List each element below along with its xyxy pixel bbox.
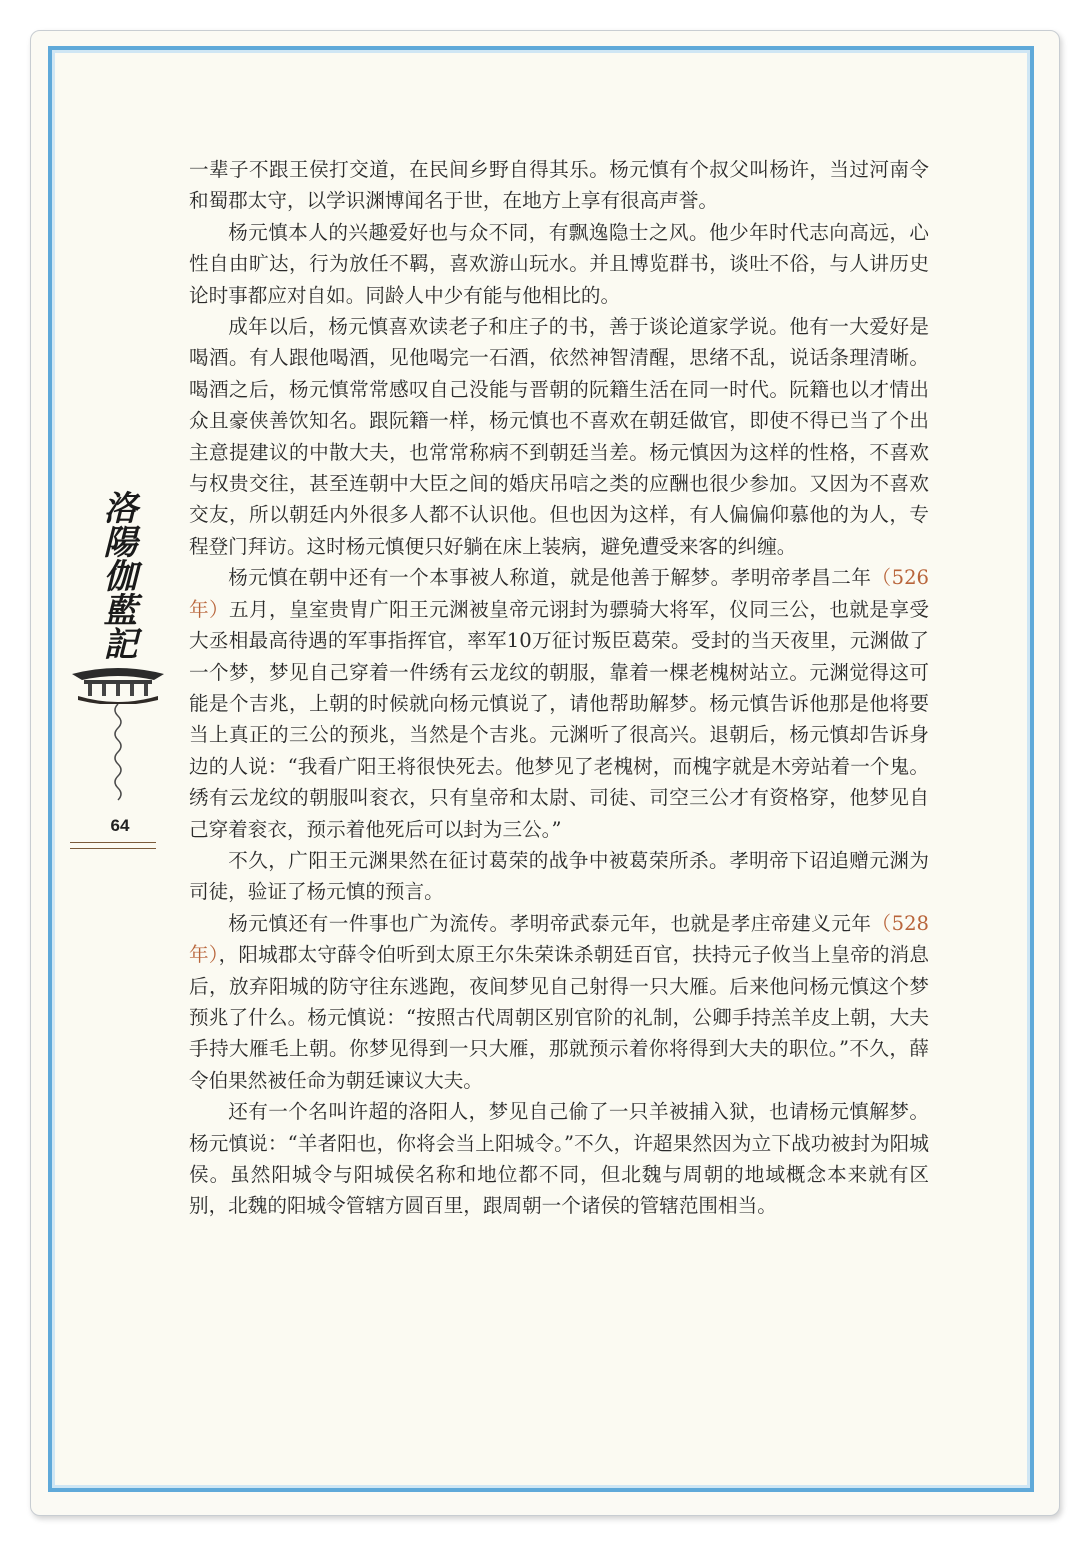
paragraph: 成年以后，杨元慎喜欢读老子和庄子的书，善于谈论道家学说。他有一大爱好是喝酒。有人跟他喝酒，见他喝完一石酒，依然神智清醒，思绪不乱，说话条理清晰。喝酒之后，杨元慎常常感叹自己没能与晋朝的阮籍生活在同一时代。阮籍也以才情出众且豪侠善饮知名。跟阮籍一样，杨元慎也不喜欢在朝廷做官，即使不得已当了个出主意提建议的中散大夫，也常常称病不到朝廷当差。杨元慎因为这样的性格，不喜欢与权贵交往，甚至连朝中大臣之间的婚庆吊唁之类的应酬也很少参加。又因为不喜欢交友，所以朝廷内外很多人都不认识他。但也因为这样，有人偏偏仰慕他的为人，专程登门拜访。这时杨元慎便只好躺在床上装病，避免遭受来客的纠缠。 (189, 315, 929, 558)
page-sidebar (70, 490, 158, 860)
paragraph: 杨元慎本人的兴趣爱好也与众不同，有飘逸隐士之风。他少年时代志向高远，心性自由旷达，行为放任不羁，喜欢游山玩水。并且博览群书，谈吐不俗，与人讲历史论时事都应对自如。同龄人中少有能与他相比的。 (189, 220, 929, 307)
year-note: （528年） (189, 911, 930, 967)
pavilion-roof-icon (70, 660, 166, 704)
page-number-rule (70, 842, 156, 849)
paragraph-text: 五月，皇室贵胄广阳王元渊被皇帝元诩封为骠骑大将军，仪同三公，也就是享受大丞相最高待遇的军事指挥官，率军10万征讨叛臣葛荣。受封的当天夜里，元渊做了一个梦，梦见自己穿着一件绣有云龙纹的朝服，靠着一棵老槐树站立。元渊觉得这可能是个吉兆，上朝的时候就向杨元慎说了，请他帮助解梦。杨元慎告诉他那是他将要当上真正的三公的预兆，当然是个吉兆。元渊听了很高兴。退朝后，杨元慎却告诉身边的人说：“我看广阳王将很快死去。他梦见了老槐树，而槐字就是木旁站着一个鬼。绣有云龙纹的朝服叫衮衣，只有皇帝和太尉、司徒、司空三公才有资格穿，他梦见自己穿着衮衣，预示着他死后可以封为三公。” (189, 597, 930, 841)
decorative-wave-line (100, 704, 136, 810)
paragraph-text: ，阳城郡太守薛令伯听到太原王尔朱荣诛杀朝廷百官，扶持元子攸当上皇帝的消息后，放弃阳城的防守往东逃跑，夜间梦见自己射得一只大雁。后来他问杨元慎这个梦预兆了什么。杨元慎说：“按照古代周朝区别官阶的礼制，公卿手持羔羊皮上朝，大夫手持大雁毛上朝。你梦见得到一只大雁，那就预示着你将得到大夫的职位。”不久，薛令伯果然被任命为朝廷谏议大夫。 (189, 943, 929, 1092)
book-title-vertical: 洛陽伽藍記 (97, 490, 137, 660)
paragraph (189, 562, 929, 845)
page-number: 64 (110, 816, 130, 835)
paragraph (189, 908, 929, 1096)
paragraph-continuation: 一辈子不跟王侯打交道，在民间乡野自得其乐。杨元慎有个叔父叫杨许，当过河南令和蜀郡太守，以学识渊博闻名于世，在地方上享有很高声誉。 (189, 158, 929, 213)
paragraph: 还有一个名叫许超的洛阳人，梦见自己偷了一只羊被捕入狱，也请杨元慎解梦。杨元慎说：“羊者阳也，你将会当上阳城令。”不久，许超果然因为立下战功被封为阳城侯。虽然阳城令与阳城侯名称和地位都不同，但北魏与周朝的地域概念本来就有区别，北魏的阳城令管辖方圆百里，跟周朝一个诸侯的管辖范围相当。 (189, 1100, 929, 1218)
paragraph-text: 杨元慎在朝中还有一个本事被人称道，就是他善于解梦。孝明帝孝昌二年 (228, 566, 872, 590)
article-body (189, 154, 929, 1222)
paragraph-text: 杨元慎还有一件事也广为流传。孝明帝武泰元年，也就是孝庄帝建义元年 (228, 911, 872, 935)
year-note: （526年） (189, 566, 930, 621)
paragraph: 不久，广阳王元渊果然在征讨葛荣的战争中被葛荣所杀。孝明帝下诏追赠元渊为司徒，验证了杨元慎的预言。 (189, 848, 929, 904)
